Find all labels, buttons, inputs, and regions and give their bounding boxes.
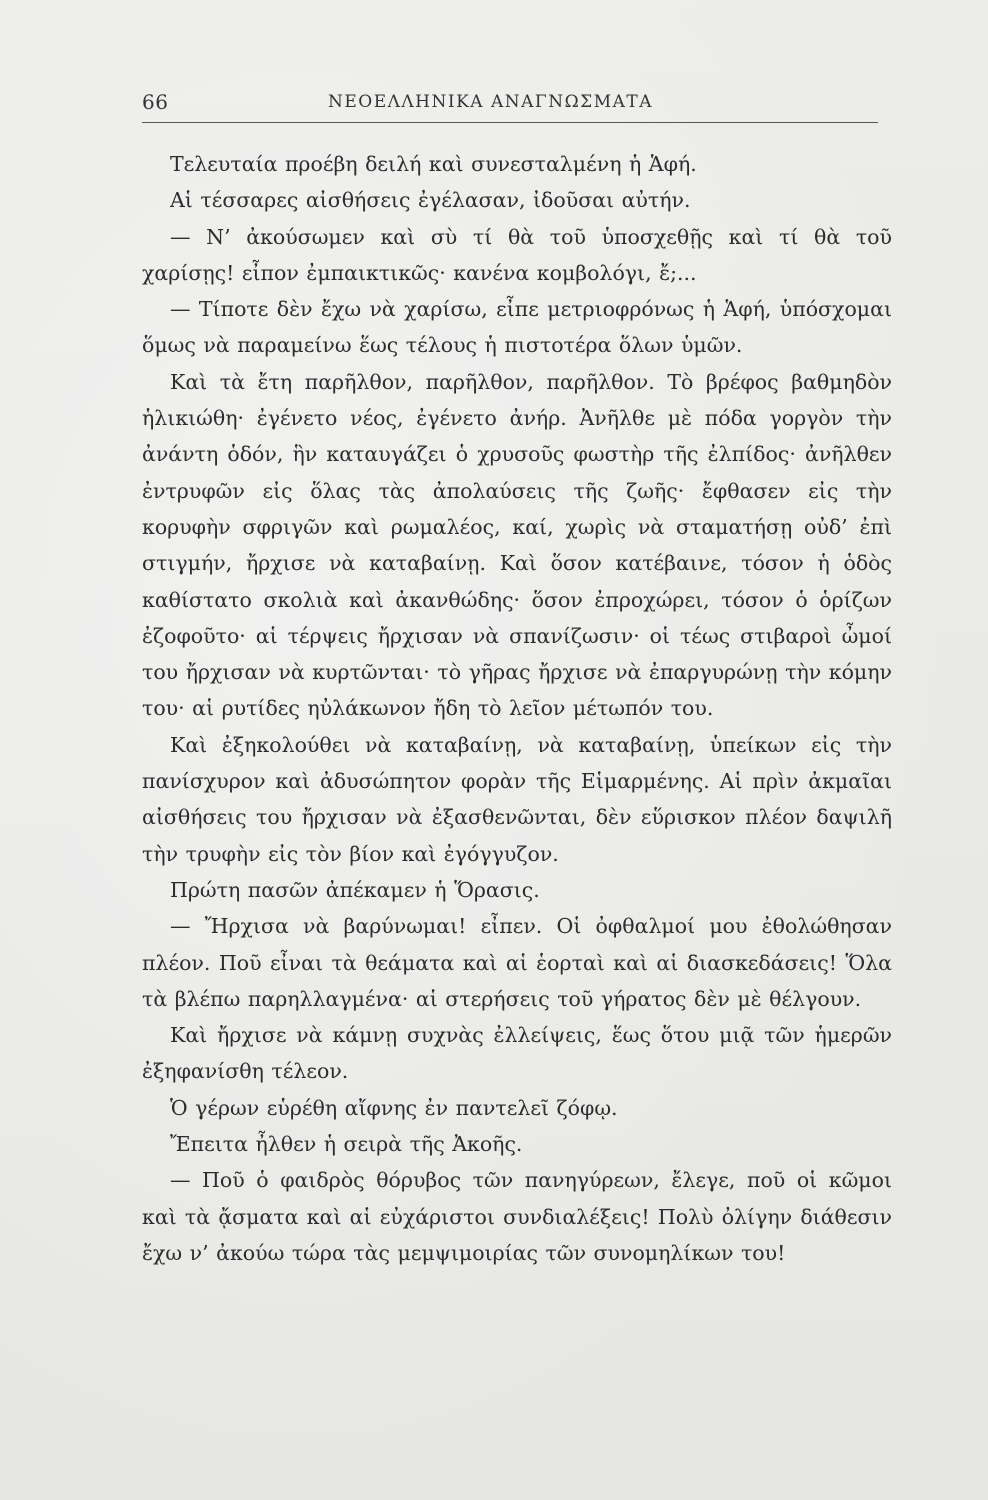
paragraph: Καὶ ἐξηκολούθει νὰ καταβαίνῃ, νὰ καταβαίνῃ, ὑπείκων εἰς τὴν πανίσχυρον καὶ ἀδυσώπητον φορὰν τῆς Εἱμαρμένης. Αἱ πρὶν ἀκμαῖαι αἰσθήσεις του ἤρχισαν νὰ ἐξασθενῶνται, δὲν εὕρισκον πλέον δαψιλῆ τὴν τρυφὴν εἰς τὸν βίον καὶ ἐγόγγυζον. bbox=[142, 732, 892, 866]
page-number: 66 bbox=[142, 90, 169, 114]
paragraph: — Ἤρχισα νὰ βαρύνωμαι! εἶπεν. Οἱ ὀφθαλμοί μου ἐθολώθησαν πλέον. Ποῦ εἶναι τὰ θεάματα καὶ αἱ ἑορταὶ καὶ αἱ διασκεδάσεις! Ὅλα τὰ βλέπω παρηλλαγμένα· αἱ στερήσεις τοῦ γήρατος δὲν μὲ θέλγουν. bbox=[142, 914, 892, 1011]
paragraph: Καὶ τὰ ἔτη παρῆλθον, παρῆλθον, παρῆλθον. Τὸ βρέφος βαθμηδὸν ἡλικιώθη· ἐγένετο νέος, ἐγένετο ἀνήρ. Ἀνῆλθε μὲ πόδα γοργὸν τὴν ἀνάντη ὁδόν, ἣν καταυγάζει ὁ χρυσοῦς φωστὴρ τῆς ἐλπίδος· ἀνῆλθεν ἐντρυφῶν εἰς ὅλας τὰς ἀπολαύσεις τῆς ζωῆς· ἔφθασεν εἰς τὴν κορυφὴν σφριγῶν καὶ ρωμαλέος, καί, χωρὶς νὰ σταματήσῃ οὐδ’ ἐπὶ στιγμήν, ἤρχισε νὰ καταβαίνῃ. Καὶ ὅσον κατέβαινε, τόσον ἡ ὁδὸς καθίστατο σκολιὰ καὶ ἀκανθώδης· ὅσον ἐπροχώρει, τόσον ὁ ὁρίζων ἐζοφοῦτο· αἱ τέρψεις ἤρχισαν νὰ σπανίζωσιν· οἱ τέως στιβαροὶ ὦμοί του ἤρχισαν νὰ κυρτῶνται· τὸ γῆρας ἤρχισε νὰ ἐπαργυρώνῃ τὴν κόμην του· αἱ ρυτίδες ηὐλάκωνον ἤδη τὸ λεῖον μέτωπόν του. bbox=[142, 369, 892, 721]
paragraph: — Ν’ ἀκούσωμεν καὶ σὺ τί θὰ τοῦ ὑποσχεθῇς καὶ τί θὰ τοῦ χαρίσῃς! εἶπον ἐμπαικτικῶς· κανένα κομβολόγι, ἔ;... bbox=[142, 224, 892, 285]
body-text bbox=[142, 146, 892, 1271]
paragraph: Καὶ ἤρχισε νὰ κάμνῃ συχνὰς ἐλλείψεις, ἕως ὅτου μιᾷ τῶν ἡμερῶν ἐξηφανίσθη τέλεον. bbox=[142, 1023, 892, 1084]
paragraph: — Τίποτε δὲν ἔχω νὰ χαρίσω, εἶπε μετριοφρόνως ἡ Ἁφή, ὑπόσχομαι ὅμως νὰ παραμείνω ἕως τέλους ἡ πιστοτέρα ὅλων ὑμῶν. bbox=[142, 297, 892, 358]
running-title: ΝΕΟΕΛΛΗΝΙΚΑ ΑΝΑΓΝΩΣΜΑΤΑ bbox=[328, 92, 653, 112]
paragraph: Πρώτη πασῶν ἀπέκαμεν ἡ Ὅρασις. bbox=[170, 877, 540, 902]
page-header bbox=[142, 86, 888, 116]
header-rule bbox=[142, 122, 878, 123]
paragraph: — Ποῦ ὁ φαιδρὸς θόρυβος τῶν πανηγύρεων, ἔλεγε, ποῦ οἱ κῶμοι καὶ τὰ ᾄσματα καὶ αἱ εὐχάριστοι συνδιαλέξεις! Πολὺ ὀλίγην διάθεσιν ἔχω ν’ ἀκούω τώρα τὰς μεμψιμοιρίας τῶν συνομηλίκων του! bbox=[142, 1168, 892, 1265]
paragraph: Ὁ γέρων εὑρέθη αἴφνης ἐν παντελεῖ ζόφῳ. bbox=[170, 1095, 618, 1120]
paragraph: Αἱ τέσσαρες αἰσθήσεις ἐγέλασαν, ἰδοῦσαι αὐτήν. bbox=[170, 188, 691, 213]
paragraph: Ἔπειτα ἦλθεν ἡ σειρὰ τῆς Ἀκοῆς. bbox=[170, 1132, 523, 1157]
paragraph: Τελευταία προέβη δειλή καὶ συνεσταλμένη ἡ Ἁφή. bbox=[170, 152, 697, 176]
